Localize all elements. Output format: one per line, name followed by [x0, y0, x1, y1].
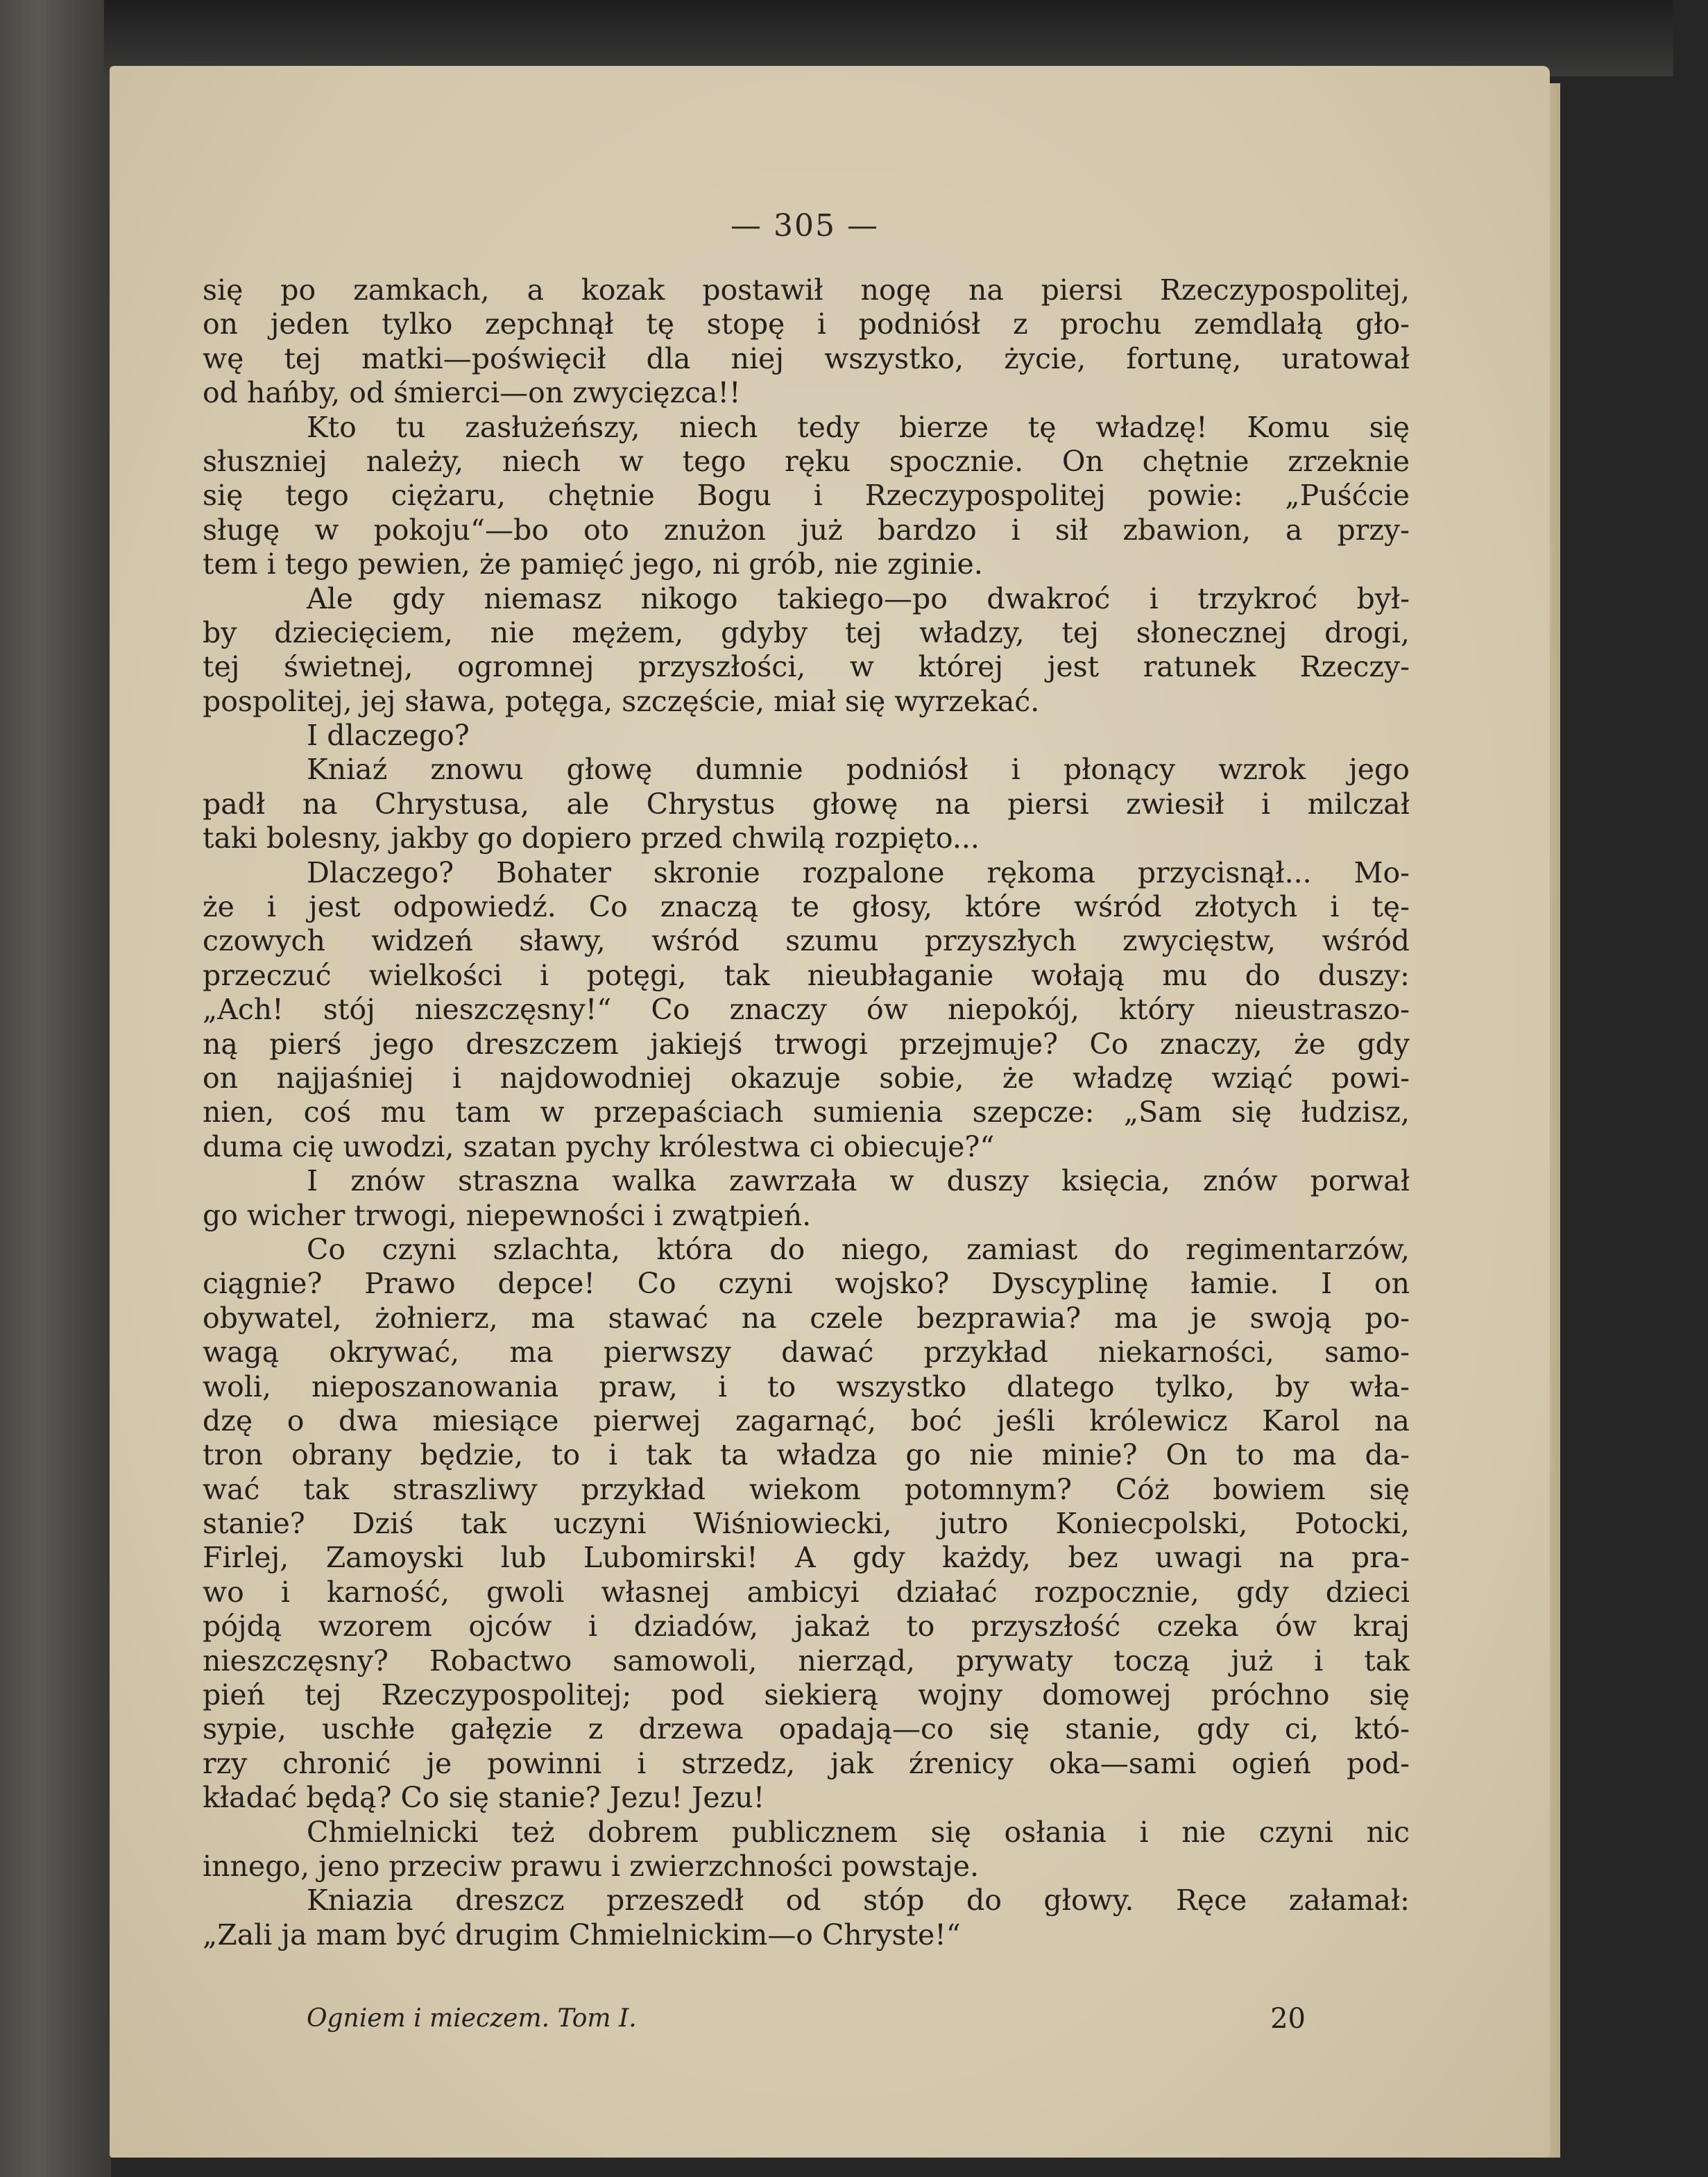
text-line: Chmielnicki też dobrem publicznem się osłania i nie czyni nic — [307, 1815, 1410, 1849]
text-line: tej świetnej, ogromnej przyszłości, w której jest ratunek Rzeczy- — [203, 650, 1410, 684]
text-line: tron obrany będzie, to i tak ta władza go nie minie? On to ma da- — [203, 1438, 1410, 1472]
text-line: tem i tego pewien, że pamięć jego, ni grób, nie zginie. — [203, 547, 983, 581]
page-body-text — [203, 273, 1410, 1952]
text-line: ciągnie? Prawo depce! Co czyni wojsko? Dyscyplinę łamie. I on — [203, 1267, 1410, 1301]
text-line: wać tak straszliwy przykład wiekom potomnym? Cóż bowiem się — [203, 1472, 1410, 1506]
text-line: rzy chronić je powinni i strzedz, jak źrenicy oka—sami ogień pod- — [203, 1746, 1410, 1780]
text-line: Firlej, Zamoyski lub Lubomirski! A gdy każdy, bez uwagi na pra- — [203, 1541, 1410, 1575]
book-spine-shadow — [0, 0, 111, 2177]
text-line: dzę o dwa miesiące pierwej zagarnąć, boć jeśli królewicz Karol na — [203, 1403, 1410, 1437]
footer-signature-mark: 20 — [1270, 2003, 1306, 2035]
text-line: duma cię uwodzi, szatan pychy królestwa ci obiecuje?“ — [203, 1129, 995, 1163]
text-line: się po zamkach, a kozak postawił nogę na piersi Rzeczypospolitej, — [203, 273, 1410, 307]
text-line: Co czyni szlachta, która do niego, zamiast do regimentarzów, — [307, 1232, 1410, 1266]
footer-book-title: Ogniem i mieczem. Tom I. — [307, 2004, 637, 2033]
text-line: taki bolesny, jakby go dopiero przed chwilą rozpięto... — [203, 821, 980, 855]
text-line: sługę w pokoju“—bo oto znużon już bardzo i sił zbawion, a przy- — [203, 513, 1410, 547]
page-number: — 305 — — [731, 208, 879, 244]
text-line: Dlaczego? Bohater skronie rozpalone rękoma przycisnął... Mo- — [307, 855, 1410, 889]
text-line: kładać będą? Co się stanie? Jezu! Jezu! — [203, 1781, 765, 1815]
text-line: od hańby, od śmierci—on zwycięzca!! — [203, 376, 741, 410]
text-line: pień tej Rzeczypospolitej; pod siekierą wojny domowej próchno się — [203, 1678, 1410, 1712]
text-line: go wicher trwogi, niepewności i zwątpień. — [203, 1198, 812, 1232]
text-line: by dziecięciem, nie mężem, gdyby tej władzy, tej słonecznej drogi, — [203, 615, 1410, 649]
text-line: „Zali ja mam być drugim Chmielnickim—o Chryste!“ — [203, 1918, 961, 1952]
text-line: że i jest odpowiedź. Co znaczą te głosy, które wśród złotych i tę- — [203, 890, 1410, 924]
text-line: Kniazia dreszcz przeszedł od stóp do głowy. Ręce załamał: — [307, 1884, 1410, 1918]
text-line: „Ach! stój nieszczęsny!“ Co znaczy ów niepokój, który nieustraszo- — [203, 993, 1410, 1027]
page-footer — [203, 1998, 1306, 2040]
text-line: wę tej matki—poświęcił dla niej wszystko, życie, fortunę, uratował — [203, 341, 1410, 375]
text-line: on jeden tylko zepchnął tę stopę i podniósł z prochu zemdlałą gło- — [203, 307, 1410, 341]
text-line: stanie? Dziś tak uczyni Wiśniowiecki, jutro Koniecpolski, Potocki, — [203, 1507, 1410, 1541]
text-line: Kniaź znowu głowę dumnie podniósł i płonący wzrok jego — [307, 753, 1410, 787]
text-line: I znów straszna walka zawrzała w duszy księcia, znów porwał — [307, 1164, 1410, 1198]
text-line: Ale gdy niemasz nikogo takiego—po dwakroć i trzykroć był- — [307, 581, 1410, 615]
text-line: padł na Chrystusa, ale Chrystus głowę na piersi zwiesił i milczał — [203, 787, 1410, 821]
text-line: woli, nieposzanowania praw, i to wszystko dlatego tylko, by wła- — [203, 1369, 1410, 1403]
text-line: wo i karność, gwoli własnej ambicyi działać rozpocznie, gdy dzieci — [203, 1575, 1410, 1609]
text-line: on najjaśniej i najdowodniej okazuje sobie, że władzę wziąć powi- — [203, 1061, 1410, 1095]
text-line: ną pierś jego dreszczem jakiejś trwogi przejmuje? Co znaczy, że gdy — [203, 1027, 1410, 1061]
text-line: słuszniej należy, niech w tego ręku spocznie. On chętnie zrzeknie — [203, 444, 1410, 478]
text-line: sypie, uschłe gałęzie z drzewa opadają—co się stanie, gdy ci, któ- — [203, 1712, 1410, 1746]
text-line: I dlaczego? — [307, 719, 470, 753]
text-line: pospolitej, jej sława, potęga, szczęście, miał się wyrzekać. — [203, 684, 1040, 718]
text-line: Kto tu zasłużeńszy, niech tedy bierze tę władzę! Komu się — [307, 410, 1410, 444]
text-line: wagą okrywać, ma pierwszy dawać przykład niekarności, samo- — [203, 1335, 1410, 1369]
text-line: przeczuć wielkości i potęgi, tak nieubłaganie wołają mu do duszy: — [203, 958, 1410, 992]
text-line: pójdą wzorem ojców i dziadów, jakaż to przyszłość czeka ów kraj — [203, 1610, 1410, 1644]
text-line: innego, jeno przeciw prawu i zwierzchności powstaje. — [203, 1849, 980, 1883]
text-line: nieszczęsny? Robactwo samowoli, nierząd, prywaty toczą już i tak — [203, 1644, 1410, 1677]
text-line: obywatel, żołnierz, ma stawać na czele bezprawia? ma je swoją po- — [203, 1301, 1410, 1335]
text-line: nien, coś mu tam w przepaściach sumienia szepcze: „Sam się łudzisz, — [203, 1095, 1410, 1129]
text-line: się tego ciężaru, chętnie Bogu i Rzeczypospolitej powie: „Puśćcie — [203, 479, 1410, 513]
text-line: czowych widzeń sławy, wśród szumu przyszłych zwycięstw, wśród — [203, 924, 1410, 958]
book-cover-edge — [104, 0, 1673, 76]
